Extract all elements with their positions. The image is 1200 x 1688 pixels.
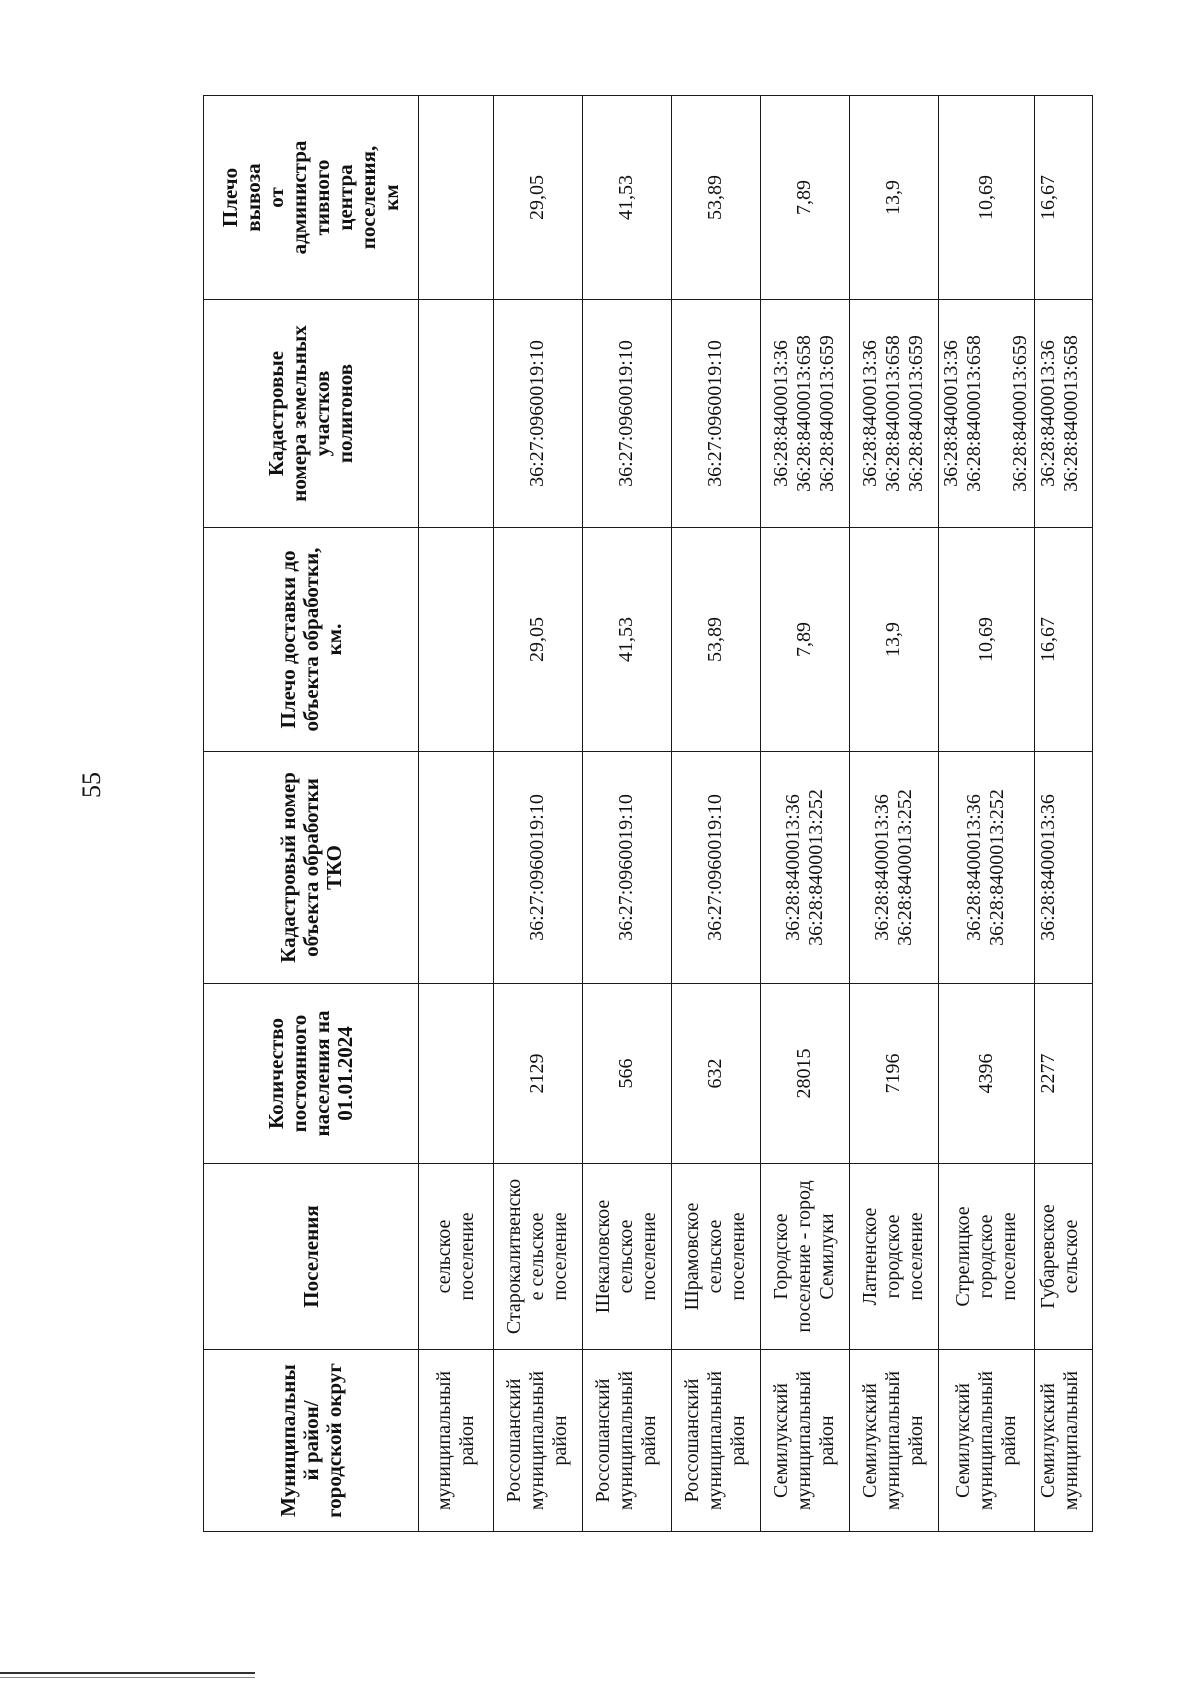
population-cell: 632 bbox=[671, 984, 760, 1164]
cell-line: объекта обработки, bbox=[298, 547, 323, 732]
population-cell bbox=[419, 984, 494, 1164]
cell-line: район bbox=[727, 1415, 750, 1466]
cell-line: Плечо доставки до bbox=[275, 550, 300, 729]
cell-line: й район/ bbox=[298, 1400, 323, 1481]
cell-line: поселение bbox=[638, 1212, 661, 1301]
cell-line: муниципальный bbox=[704, 1370, 727, 1511]
population-cell: 2129 bbox=[493, 984, 582, 1164]
cadastral-facility-cell bbox=[419, 752, 494, 984]
cadastral-facility-cell bbox=[938, 752, 1034, 984]
cell-line: 36:28:8400013:659 bbox=[905, 335, 928, 492]
cell-line: населения на bbox=[310, 1010, 334, 1137]
settlement-cell bbox=[849, 1164, 938, 1350]
header-district bbox=[204, 1350, 419, 1532]
export-distance-cell: 29,05 bbox=[493, 96, 582, 300]
population-cell: 566 bbox=[582, 984, 671, 1164]
cadastral-facility-cell bbox=[582, 752, 671, 984]
cell-line: администра bbox=[287, 140, 311, 255]
cadastral-facility-cell bbox=[849, 752, 938, 984]
cell-line: Семилуки bbox=[816, 1213, 839, 1300]
cell-line: поселение bbox=[905, 1212, 928, 1301]
table-row bbox=[493, 96, 582, 1532]
cell-line: поселения, bbox=[356, 145, 380, 250]
cell-line: Муниципальны bbox=[275, 1364, 300, 1517]
cell-line: Семилукский bbox=[1036, 1382, 1059, 1499]
cell-line: Россошанский bbox=[503, 1378, 526, 1503]
scan-edge-line bbox=[0, 1672, 255, 1674]
cell-line: км. bbox=[321, 623, 346, 656]
cell-line: сельское bbox=[704, 1219, 727, 1294]
delivery-distance-cell: 13,9 bbox=[849, 528, 938, 752]
table-row bbox=[419, 96, 494, 1532]
settlements-table bbox=[203, 95, 1093, 1532]
export-distance-cell: 41,53 bbox=[582, 96, 671, 300]
cell-line: 36:28:8400013:252 bbox=[893, 789, 916, 946]
table-body bbox=[419, 96, 1093, 1532]
cell-line: сельское bbox=[615, 1219, 638, 1294]
cadastral-facility-cell bbox=[671, 752, 760, 984]
cell-line: тивного bbox=[310, 159, 334, 236]
cadastral-facility-cell bbox=[493, 752, 582, 984]
cell-line: Семилукский bbox=[770, 1382, 793, 1499]
delivery-distance-cell: 41,53 bbox=[582, 528, 671, 752]
cell-line: муниципальный bbox=[974, 1370, 997, 1511]
cadastral-landfills-cell bbox=[760, 300, 849, 528]
cell-line: поселение bbox=[727, 1212, 750, 1301]
cadastral-landfills-cell bbox=[419, 300, 494, 528]
population-cell: 2277 bbox=[1034, 984, 1092, 1164]
cell-line: Плечо bbox=[218, 167, 242, 228]
cell-line: ТКО bbox=[321, 844, 346, 891]
settlement-cell bbox=[1034, 1164, 1092, 1350]
district-cell bbox=[1034, 1350, 1092, 1532]
cell-line: поселение - город bbox=[793, 1180, 816, 1333]
export-distance-cell bbox=[419, 96, 494, 300]
cell-line: Семилукский bbox=[951, 1382, 974, 1499]
page-number: 55 bbox=[77, 772, 106, 798]
district-cell bbox=[582, 1350, 671, 1532]
cell-line: Латненское bbox=[859, 1207, 882, 1306]
cell-line: район bbox=[816, 1415, 839, 1466]
cell-line bbox=[986, 302, 1009, 525]
cell-line: Россошанский bbox=[592, 1378, 615, 1503]
export-distance-cell: 53,89 bbox=[671, 96, 760, 300]
cell-line: район bbox=[549, 1415, 572, 1466]
cell-line: 36:27:0960019:10 bbox=[615, 794, 638, 941]
cell-line: Шекаловское bbox=[592, 1199, 615, 1314]
cell-line: Городское bbox=[770, 1213, 793, 1300]
header-population bbox=[204, 984, 419, 1164]
header-export-distance bbox=[204, 96, 419, 300]
cell-line: е сельское bbox=[526, 1212, 549, 1301]
cell-line: Количество bbox=[264, 1017, 288, 1130]
table-row bbox=[582, 96, 671, 1532]
cell-line: 36:28:8400013:36 bbox=[859, 340, 882, 487]
settlement-cell bbox=[582, 1164, 671, 1350]
cell-line: км bbox=[379, 184, 403, 211]
cell-line: 36:28:8400013:658 bbox=[793, 335, 816, 492]
cell-line: объекта обработки bbox=[298, 778, 323, 957]
cell-line: район bbox=[638, 1415, 661, 1466]
cadastral-landfills-cell bbox=[671, 300, 760, 528]
delivery-distance-cell bbox=[419, 528, 494, 752]
cell-line: Кадастровый номер bbox=[275, 772, 300, 963]
scan-edge-line-secondary bbox=[0, 1677, 255, 1678]
cell-line: от bbox=[264, 187, 288, 208]
header-cadastral-facility bbox=[204, 752, 419, 984]
delivery-distance-cell: 53,89 bbox=[671, 528, 760, 752]
cell-line: муниципальный bbox=[793, 1370, 816, 1511]
settlement-cell bbox=[419, 1164, 494, 1350]
population-cell: 7196 bbox=[849, 984, 938, 1164]
cell-line: муниципальный bbox=[1059, 1370, 1082, 1511]
delivery-distance-cell: 29,05 bbox=[493, 528, 582, 752]
cell-line: центра bbox=[333, 164, 357, 231]
cadastral-landfills-cell bbox=[582, 300, 671, 528]
cell-line: Россошанский bbox=[681, 1378, 704, 1503]
cell-line: 36:28:8400013:36 bbox=[1036, 794, 1059, 941]
cell-line: муниципальный bbox=[526, 1370, 549, 1511]
cell-line: 36:28:8400013:252 bbox=[804, 789, 827, 946]
cell-line: район bbox=[455, 1415, 478, 1466]
header-settlement bbox=[204, 1164, 419, 1350]
district-cell bbox=[849, 1350, 938, 1532]
table-header-row bbox=[204, 96, 419, 1532]
table-row bbox=[938, 96, 1034, 1532]
cadastral-facility-cell bbox=[1034, 752, 1092, 984]
rotated-table-container bbox=[203, 96, 1093, 1532]
cadastral-landfills-cell bbox=[849, 300, 938, 528]
cell-line: 36:27:0960019:10 bbox=[704, 794, 727, 941]
cadastral-facility-cell bbox=[760, 752, 849, 984]
district-cell bbox=[493, 1350, 582, 1532]
export-distance-cell: 7,89 bbox=[760, 96, 849, 300]
cadastral-landfills-cell bbox=[1034, 300, 1092, 528]
cadastral-landfills-cell bbox=[493, 300, 582, 528]
cell-line: 36:28:8400013:36 bbox=[963, 794, 986, 941]
cell-line: городское bbox=[974, 1214, 997, 1299]
cell-line: полигонов bbox=[333, 363, 357, 464]
cell-line: городское bbox=[882, 1214, 905, 1299]
population-cell: 28015 bbox=[760, 984, 849, 1164]
table-row bbox=[671, 96, 760, 1532]
cell-line: Шрамовское bbox=[681, 1202, 704, 1311]
export-distance-cell: 13,9 bbox=[849, 96, 938, 300]
cell-line: городской округ bbox=[321, 1363, 346, 1518]
delivery-distance-cell: 7,89 bbox=[760, 528, 849, 752]
cell-line: муниципальный bbox=[882, 1370, 905, 1511]
cell-line: 36:27:0960019:10 bbox=[704, 340, 727, 487]
table-row bbox=[760, 96, 849, 1532]
settlement-cell bbox=[493, 1164, 582, 1350]
cell-line: Стрелицкое bbox=[951, 1206, 974, 1307]
cell-line: сельское bbox=[432, 1219, 455, 1294]
cell-line: поселение bbox=[455, 1212, 478, 1301]
header-delivery-distance bbox=[204, 528, 419, 752]
cell-line: 36:28:8400013:658 bbox=[882, 335, 905, 492]
cell-line: район bbox=[997, 1415, 1020, 1466]
cadastral-landfills-cell bbox=[938, 300, 1034, 528]
cell-line: 36:27:0960019:10 bbox=[615, 340, 638, 487]
cell-line: Семилукский bbox=[859, 1382, 882, 1499]
cell-line: 36:28:8400013:36 bbox=[870, 794, 893, 941]
settlement-cell bbox=[671, 1164, 760, 1350]
cell-line: номера земельных bbox=[287, 325, 311, 502]
cell-line: Кадастровые bbox=[264, 350, 288, 477]
cell-line: муниципальный bbox=[432, 1370, 455, 1511]
cell-line: Старокалитвенско bbox=[503, 1178, 526, 1335]
export-distance-cell: 10,69 bbox=[938, 96, 1034, 300]
cell-line: поселение bbox=[997, 1212, 1020, 1301]
cell-line: 36:28:8400013:658 bbox=[963, 335, 986, 492]
cell-line: сельское bbox=[1059, 1219, 1082, 1294]
header-cadastral-landfills bbox=[204, 300, 419, 528]
district-cell bbox=[419, 1350, 494, 1532]
export-distance-cell: 16,67 bbox=[1034, 96, 1092, 300]
cell-line: 36:28:8400013:36 bbox=[940, 340, 963, 487]
cell-line: вывоза bbox=[241, 163, 265, 232]
cell-line: 36:28:8400013:659 bbox=[1009, 335, 1032, 492]
settlement-cell bbox=[938, 1164, 1034, 1350]
cell-line: Поселения bbox=[298, 1205, 323, 1308]
district-cell bbox=[671, 1350, 760, 1532]
cell-line: 01.01.2024 bbox=[333, 1026, 357, 1121]
delivery-distance-cell: 10,69 bbox=[938, 528, 1034, 752]
district-cell bbox=[938, 1350, 1034, 1532]
table-row bbox=[849, 96, 938, 1532]
cell-line: 36:27:0960019:10 bbox=[526, 794, 549, 941]
cell-line: 36:28:8400013:658 bbox=[1059, 335, 1082, 492]
cell-line: 36:27:0960019:10 bbox=[526, 340, 549, 487]
cell-line: поселение bbox=[549, 1212, 572, 1301]
settlement-cell bbox=[760, 1164, 849, 1350]
table-row bbox=[1034, 96, 1092, 1532]
cell-line: муниципальный bbox=[615, 1370, 638, 1511]
cell-line: Губаревское bbox=[1036, 1204, 1059, 1309]
population-cell: 4396 bbox=[938, 984, 1034, 1164]
delivery-distance-cell: 16,67 bbox=[1034, 528, 1092, 752]
cell-line: район bbox=[905, 1415, 928, 1466]
cell-line: 36:28:8400013:36 bbox=[1036, 340, 1059, 487]
cell-line: 36:28:8400013:252 bbox=[986, 789, 1009, 946]
cell-line: 36:28:8400013:36 bbox=[781, 794, 804, 941]
cell-line: постоянного bbox=[287, 1014, 311, 1133]
cell-line: участков bbox=[310, 370, 334, 457]
cell-line: 36:28:8400013:36 bbox=[770, 340, 793, 487]
cell-line: 36:28:8400013:659 bbox=[816, 335, 839, 492]
district-cell bbox=[760, 1350, 849, 1532]
